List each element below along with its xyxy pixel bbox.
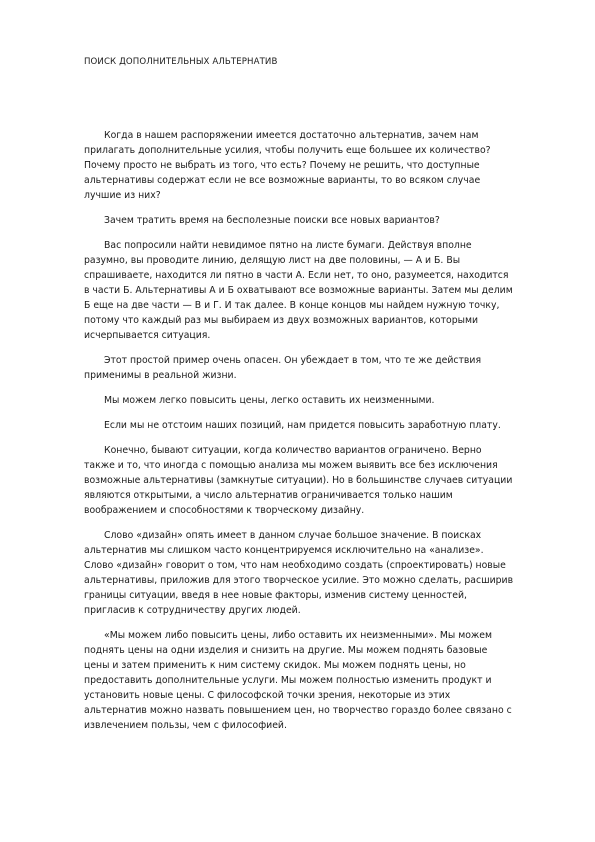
paragraph-1: Когда в нашем распоряжении имеется достаточно альтернатив, зачем нам прилагать дополнительные усилия, чтобы получить еще большее их количество? Почему просто не выбрать из того, что есть? Почему не решить, что доступные альтернативы содержат если не все возможные варианты, то во всяком случае лучшие из них? [84,130,491,201]
paragraph-8: Слово «дизайн» опять имеет в данном случае большое значение. В поисках альтернатив мы слишком часто концентрируемся исключительно на «анализе». Слово «дизайн» говорит о том, что нам необходимо создать (спроектировать) новые альтернативы, приложив для этого творческое усилие. Это можно сделать, расширив границы ситуации, введя в нее новые факторы, изменив систему ценностей, пригласив к сотрудничеству других людей. [84,530,514,616]
paragraph-4: Этот простой пример очень опасен. Он убеждает в том, что те же действия применимы в реальной жизни. [84,355,482,381]
paragraph-3: Вас попросили найти невидимое пятно на листе бумаги. Действуя вполне разумно, вы проводите линию, делящую лист на две половины, — А и Б. Вы спрашиваете, находится ли пятно в части А. Если нет, то оно, разумеется, находится в части Б. Альтернативы А и Б охватывают все возможные варианты. Затем мы делим Б еще на две части — В и Г. И так далее. В конце концов мы найдем нужную точку, потому что каждый раз мы выбираем из двух возможных вариантов, которыми исчерпывается ситуация. [84,240,513,341]
document-heading: ПОИСК ДОПОЛНИТЕЛЬНЫХ АЛЬТЕРНАТИВ [84,57,278,67]
paragraph-5: Мы можем легко повысить цены, легко оставить их неизменными. [104,395,435,406]
paragraph-2: Зачем тратить время на бесполезные поиски все новых вариантов? [104,215,440,226]
paragraph-7: Конечно, бывают ситуации, когда количество вариантов ограничено. Верно также и то, что иногда с помощью анализа мы можем выявить все без исключения возможные альтернативы (замкнутые ситуации). Но в большинстве случаев ситуации являются открытыми, а число альтернатив ограничивается только нашим воображением и способностями к творческому дизайну. [84,445,513,516]
document-body [84,128,514,743]
paragraph-6: Если мы не отстоим наших позиций, нам придется повысить заработную плату. [104,420,501,431]
paragraph-9: «Мы можем либо повысить цены, либо оставить их неизменными». Мы можем поднять цены на одни изделия и снизить на другие. Мы можем поднять базовые цены и затем применить к ним систему скидок. Мы можем поднять цены, но предоставить дополнительные услуги. Мы можем полностью изменить продукт и установить новые цены. С философской точки зрения, некоторые из этих альтернатив можно назвать повышением цен, но творчество гораздо более связано с извлечением пользы, чем с философией. [84,630,512,731]
